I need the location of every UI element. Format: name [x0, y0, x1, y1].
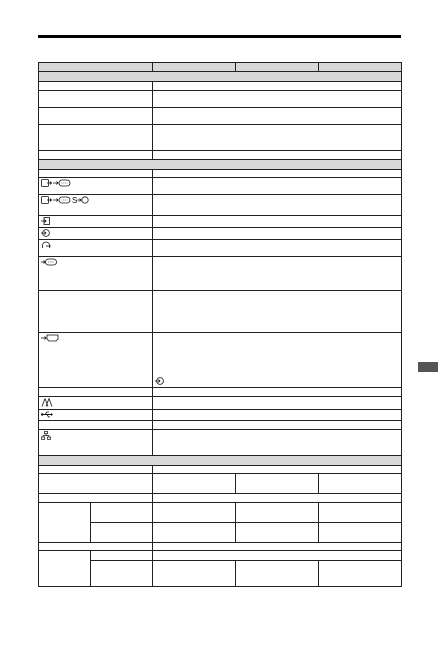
spec-value-cell: [153, 125, 402, 151]
model-value-cell: [153, 561, 236, 587]
headphone-icon: [41, 241, 51, 252]
spec-label-cell: [39, 91, 153, 108]
spec-label-cell: [39, 474, 153, 494]
spec-value-cell: [153, 543, 402, 551]
spec-label-cell: [39, 257, 153, 291]
header-col-4: [319, 63, 402, 72]
table-row: [39, 543, 402, 551]
model-value-cell: [319, 503, 402, 523]
spec-label-cell: [39, 397, 153, 410]
sub-label-cell: [91, 503, 153, 523]
spec-value-cell: [153, 388, 402, 397]
table-row: [39, 216, 402, 228]
header-col-2: [153, 63, 236, 72]
table-row: [39, 333, 402, 388]
model-value-cell: [319, 523, 402, 543]
section-row: [39, 72, 402, 82]
spec-value-cell: [153, 551, 402, 561]
model-value-cell: [319, 561, 402, 587]
model-value-cell: [236, 523, 319, 543]
group-label-cell: [39, 503, 91, 543]
component-input-icon: [41, 217, 50, 227]
spec-label-cell: [39, 333, 153, 388]
spec-label-cell: [39, 430, 153, 456]
spec-label-cell: [39, 291, 153, 333]
table-row: [39, 388, 402, 397]
antenna-icon: [41, 398, 53, 409]
spec-value-cell: [153, 91, 402, 108]
model-value-cell: [153, 503, 236, 523]
spec-value-cell: [153, 291, 402, 333]
spec-label-cell: [39, 543, 153, 551]
audio-input-icon: [155, 377, 164, 387]
scart-icon: [53, 196, 71, 206]
spec-label-cell: [39, 151, 153, 160]
model-value-cell: [236, 474, 319, 494]
model-value-cell: [153, 474, 236, 494]
input-icon: [41, 196, 52, 206]
table-row: [39, 551, 402, 561]
spec-label-cell: [39, 82, 153, 91]
spec-label-cell: [39, 170, 153, 178]
model-value-cell: [236, 561, 319, 587]
group-label-cell: [39, 551, 91, 587]
spec-value-cell: [153, 494, 402, 503]
sub-label-cell: [91, 561, 153, 587]
spec-value-cell: [153, 170, 402, 178]
model-value-cell: [319, 474, 402, 494]
table-row: [39, 82, 402, 91]
title-rule: [38, 35, 401, 38]
spec-value-cell: [153, 216, 402, 228]
model-value-cell: [236, 503, 319, 523]
sub-label-cell: [91, 523, 153, 543]
lan-icon: [41, 431, 51, 442]
table-row: [39, 108, 402, 125]
table-row: [39, 474, 402, 494]
hdmi-input-icon: [41, 334, 59, 344]
section-row: [39, 456, 402, 466]
spec-value-cell: [153, 82, 402, 91]
sub-label-cell: [91, 551, 153, 561]
table-row: [39, 125, 402, 151]
table-row: [39, 178, 402, 195]
spec-value-cell: [153, 178, 402, 195]
table-row: [39, 228, 402, 240]
section-cell: [39, 72, 402, 82]
spec-value-cell: [153, 257, 402, 291]
spec-label-cell: [39, 195, 153, 216]
spec-value-cell: [153, 421, 402, 430]
table-body: [39, 63, 402, 587]
spec-value-cell: [153, 240, 402, 257]
spec-label-cell: [39, 466, 153, 474]
svg-text:S: S: [72, 196, 78, 204]
spec-label-cell: [39, 410, 153, 421]
spec-label-cell: [39, 421, 153, 430]
spec-label-cell: [39, 388, 153, 397]
spec-value-cell: [153, 108, 402, 125]
spec-label-cell: [39, 240, 153, 257]
specifications-table: [38, 62, 402, 587]
spec-label-cell: [39, 216, 153, 228]
audio-input-icon: [41, 229, 50, 239]
section-cell: [39, 456, 402, 466]
table-row: [39, 240, 402, 257]
table-row: [39, 91, 402, 108]
model-value-cell: [153, 523, 236, 543]
table-row: [39, 466, 402, 474]
table-row: [39, 523, 402, 543]
spec-value-cell: [153, 151, 402, 160]
section-tab-marker: [418, 362, 438, 372]
table-row: [39, 257, 402, 291]
usb-icon: [41, 411, 53, 420]
spec-label-cell: [39, 494, 153, 503]
table-row: [39, 503, 402, 523]
scart-icon: [53, 179, 71, 189]
table-row: [39, 410, 402, 421]
spec-value-cell: [153, 333, 402, 388]
spec-label-cell: [39, 125, 153, 151]
spec-label-cell: [39, 228, 153, 240]
table-row: [39, 291, 402, 333]
spec-value-cell: [153, 195, 402, 216]
header-col-3: [236, 63, 319, 72]
spec-value-cell: [153, 466, 402, 474]
table-row: [39, 151, 402, 160]
s-video-icon: [72, 196, 90, 206]
spec-value-cell: [153, 410, 402, 421]
section-cell: [39, 160, 402, 170]
table-row: [39, 170, 402, 178]
spec-label-cell: [39, 108, 153, 125]
table-row: [39, 421, 402, 430]
table-row: [39, 430, 402, 456]
spec-value-cell: [153, 397, 402, 410]
table-row: [39, 195, 402, 216]
spec-label-cell: [39, 178, 153, 195]
spec-value-cell: [153, 228, 402, 240]
header-col-1: [39, 63, 153, 72]
table-row: [39, 494, 402, 503]
table-row: [39, 397, 402, 410]
table-header-row: [39, 63, 402, 72]
table-row: [39, 561, 402, 587]
section-row: [39, 160, 402, 170]
input-icon: [41, 179, 52, 189]
scart-output-icon: [41, 258, 57, 268]
spec-value-cell: [153, 430, 402, 456]
